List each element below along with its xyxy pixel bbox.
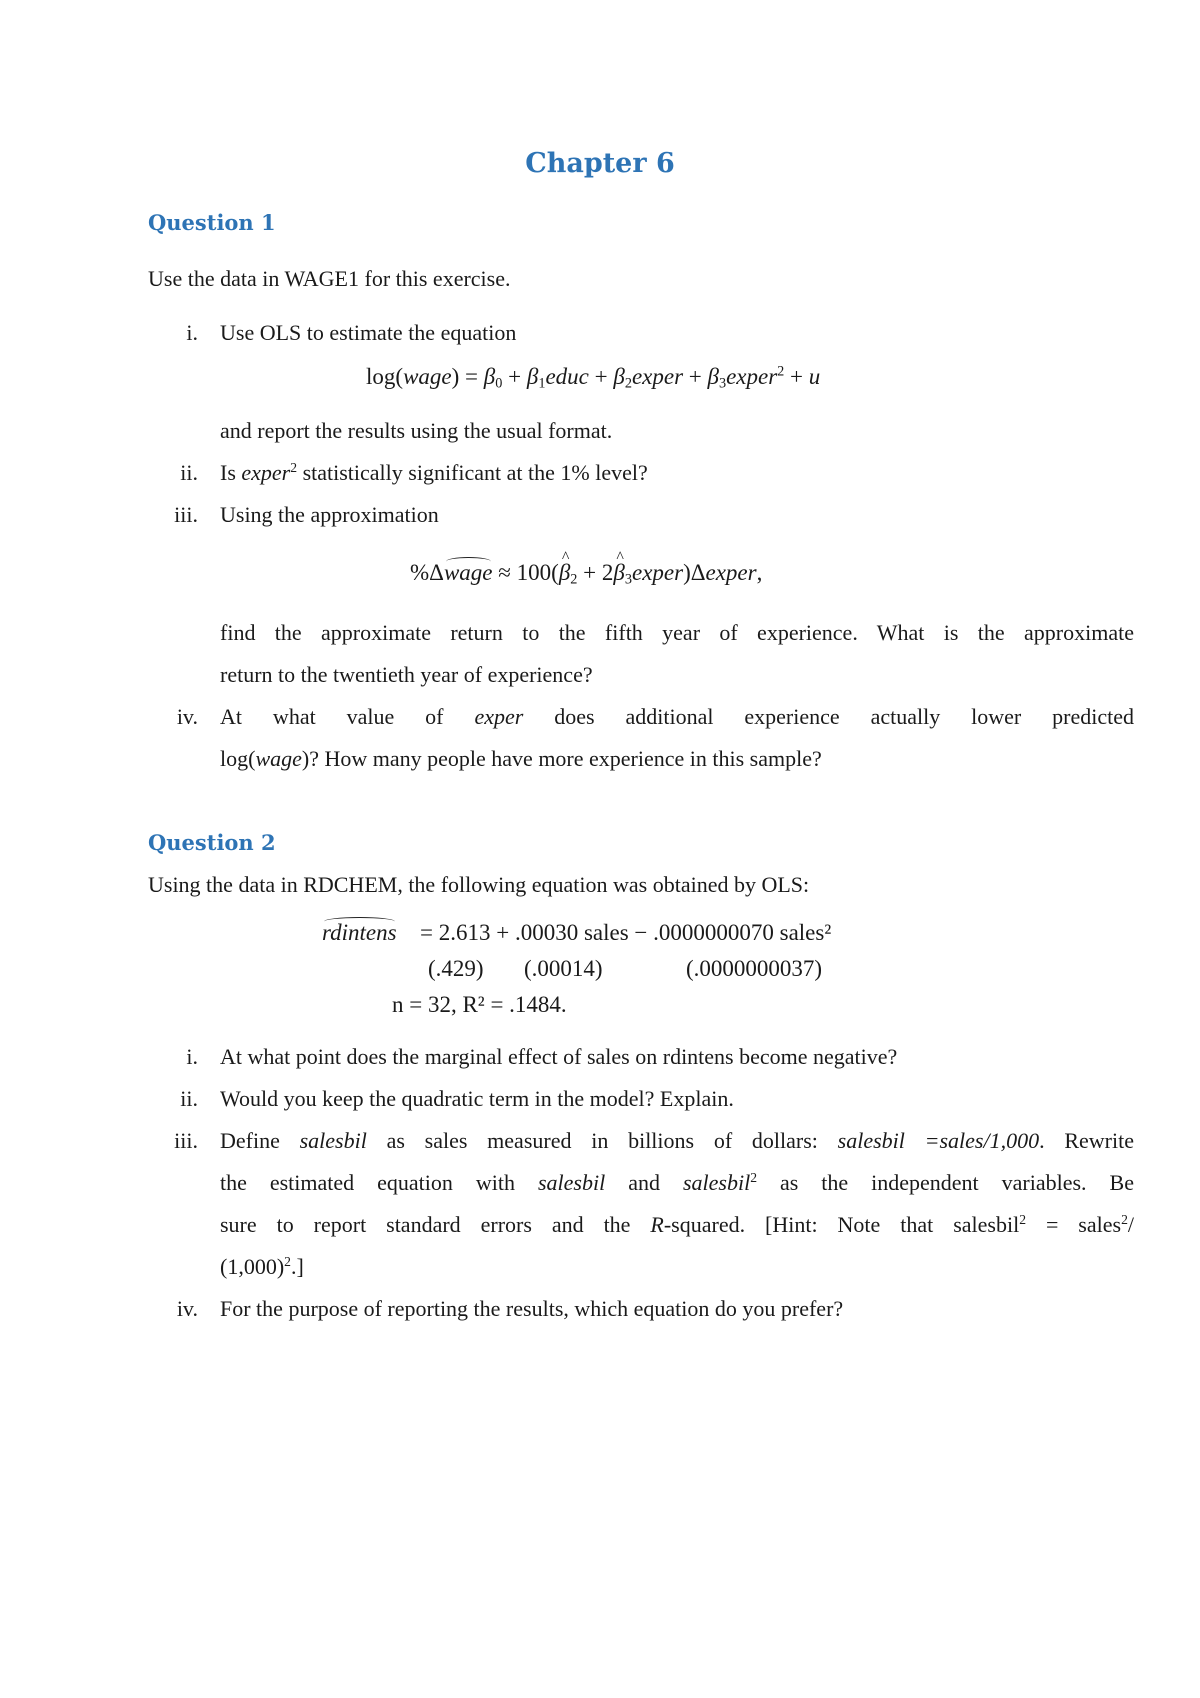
q1-item-ii-text: Is exper$^2$ statistically significant at the 1% level? — [220, 459, 648, 485]
q1-item-iii-line2: return to the twentieth year of experience? — [220, 662, 593, 687]
q1-item-iv-number: iv. — [176, 704, 198, 729]
q1-item-iv-line1: At what value of exper does additional experience actually lower predicted — [220, 704, 1135, 729]
q1-item-ii-number: ii. — [180, 460, 198, 485]
q1-item-iii-text: Using the approximation — [220, 502, 439, 527]
q2-item-i-number: i. — [186, 1044, 198, 1069]
q2-item-iii-line2: the estimated equation with salesbil and salesbil$^2$ as the independent variables. Be — [220, 1169, 1134, 1195]
q2-item-iv-text: For the purpose of reporting the results, which equation do you prefer? — [220, 1296, 844, 1321]
q2-item-iii-line4: $(1,000)^2$.] — [220, 1253, 304, 1279]
question-1-heading: Question 1 — [148, 210, 276, 235]
q1-item-i-number: i. — [186, 320, 198, 345]
approximation-equation: %Δwage ≈ 100(^ $\beta_2$ + 2^ $\beta_3exper)\Delta exper$, — [410, 560, 762, 586]
q1-item-i-after: and report the results using the usual format. — [220, 418, 613, 443]
q1-item-iii-line1: find the approximate return to the fifth year of experience. What is the approximate — [220, 620, 1134, 645]
q1-item-iii-number: iii. — [174, 502, 198, 527]
q1-item-iv-line2: log(wage)? How many people have more experience in this sample? — [220, 746, 822, 771]
q2-item-ii-number: ii. — [180, 1086, 198, 1111]
regression-stats: n = 32, R² = .1484. — [392, 992, 567, 1017]
q2-item-iii-line1: Define salesbil as sales measured in billions of dollars: salesbil =sales/1,000. Rewrite — [220, 1128, 1134, 1153]
rdintens-equation-row1: = 2.613 + .00030 sales − .0000000070 sales² — [420, 920, 832, 945]
q2-item-iii-line3: sure to report standard errors and the R-squared. [Hint: Note that salesbil$^2$ = sales$^2$/ — [220, 1211, 1135, 1237]
se-intercept: (.429) — [428, 956, 484, 981]
q2-item-iii-number: iii. — [174, 1128, 198, 1153]
rdintens-lhs: rdintens — [322, 920, 397, 945]
se-sales-squared: (.0000000037) — [686, 956, 823, 981]
question-2-intro: Using the data in RDCHEM, the following equation was obtained by OLS: — [148, 872, 810, 897]
chapter-title: Chapter 6 — [525, 148, 675, 179]
q2-item-i-text: At what point does the marginal effect of sales on rdintens become negative? — [220, 1044, 898, 1069]
se-sales: (.00014) — [524, 956, 603, 981]
question-2-heading: Question 2 — [148, 830, 276, 855]
q2-item-ii-text: Would you keep the quadratic term in the model? Explain. — [220, 1086, 734, 1111]
q1-item-i-text: Use OLS to estimate the equation — [220, 320, 517, 345]
question-1-intro: Use the data in WAGE1 for this exercise. — [148, 266, 511, 291]
q2-item-iv-number: iv. — [176, 1296, 198, 1321]
wage-equation: log(wage) = $\beta_0$ + $\beta_1educ$ + $\beta_2exper$ + $\beta_3exper^2 + u$ — [366, 363, 821, 392]
